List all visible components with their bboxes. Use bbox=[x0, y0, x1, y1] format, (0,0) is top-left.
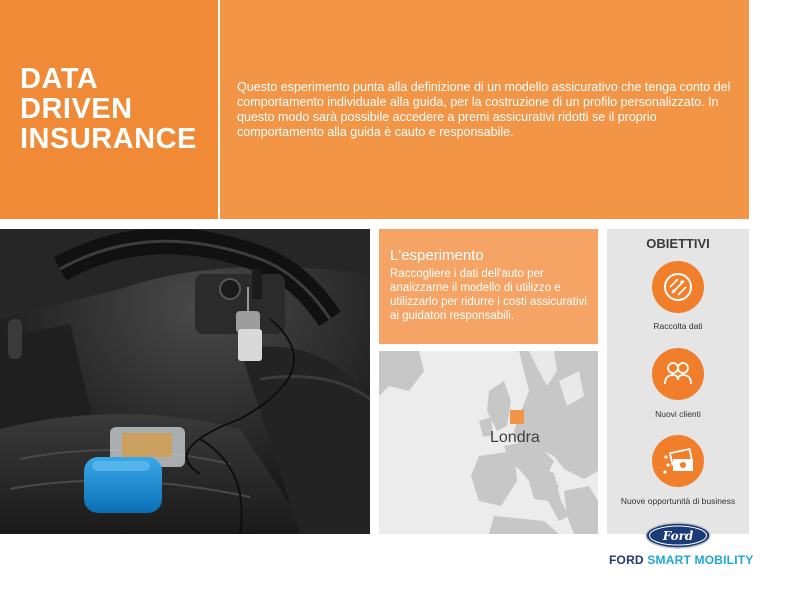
title-line-2: DRIVEN bbox=[20, 93, 133, 125]
data-collection-icon bbox=[652, 261, 704, 313]
experiment-text: Raccogliere i dati dell'auto per analizzarne il modello di utilizzo e utilizzarlo per ridurre i costi assicurativi ai guidatori responsabili. bbox=[390, 268, 587, 322]
new-customers-icon bbox=[652, 348, 704, 400]
intro-panel bbox=[220, 0, 749, 219]
objectives-title: OBIETTIVI bbox=[646, 236, 710, 251]
business-opportunity-icon bbox=[652, 435, 704, 487]
experiment-title: L'esperimento bbox=[390, 247, 484, 264]
experiment-panel bbox=[379, 229, 598, 344]
title-line-1: DATA bbox=[20, 63, 99, 95]
europe-map bbox=[379, 351, 598, 534]
ford-logo-text: Ford bbox=[662, 529, 694, 543]
title-panel bbox=[0, 0, 218, 219]
objective-label-3: Nuove opportunità di business bbox=[620, 496, 736, 506]
map-city-label: Londra bbox=[490, 429, 540, 446]
brand-name bbox=[609, 553, 753, 567]
objectives-panel bbox=[607, 229, 749, 534]
car-interior-illustration bbox=[0, 229, 370, 534]
brand-name-accent: SMART MOBILITY bbox=[647, 553, 754, 567]
ford-logo bbox=[645, 522, 711, 549]
objective-label-2: Nuovi clienti bbox=[655, 409, 701, 419]
map-illustration bbox=[379, 351, 598, 534]
title-line-3: INSURANCE bbox=[20, 123, 197, 155]
brand-name-prefix: FORD bbox=[609, 553, 648, 567]
intro-text: Questo esperimento punta alla definizione di un modello assicurativo che tenga conto del comportamento individuale alla guida, per la costruzione di un profilo personalizzato. In questo modo sarà possibile accedere a premi assicurativi ridotti se il proprio comportamento alla guida è cauto e responsabile. bbox=[237, 80, 731, 139]
car-interior-photo bbox=[0, 229, 370, 534]
objective-label-1: Raccolta dati bbox=[653, 321, 703, 331]
page-title bbox=[20, 64, 197, 154]
